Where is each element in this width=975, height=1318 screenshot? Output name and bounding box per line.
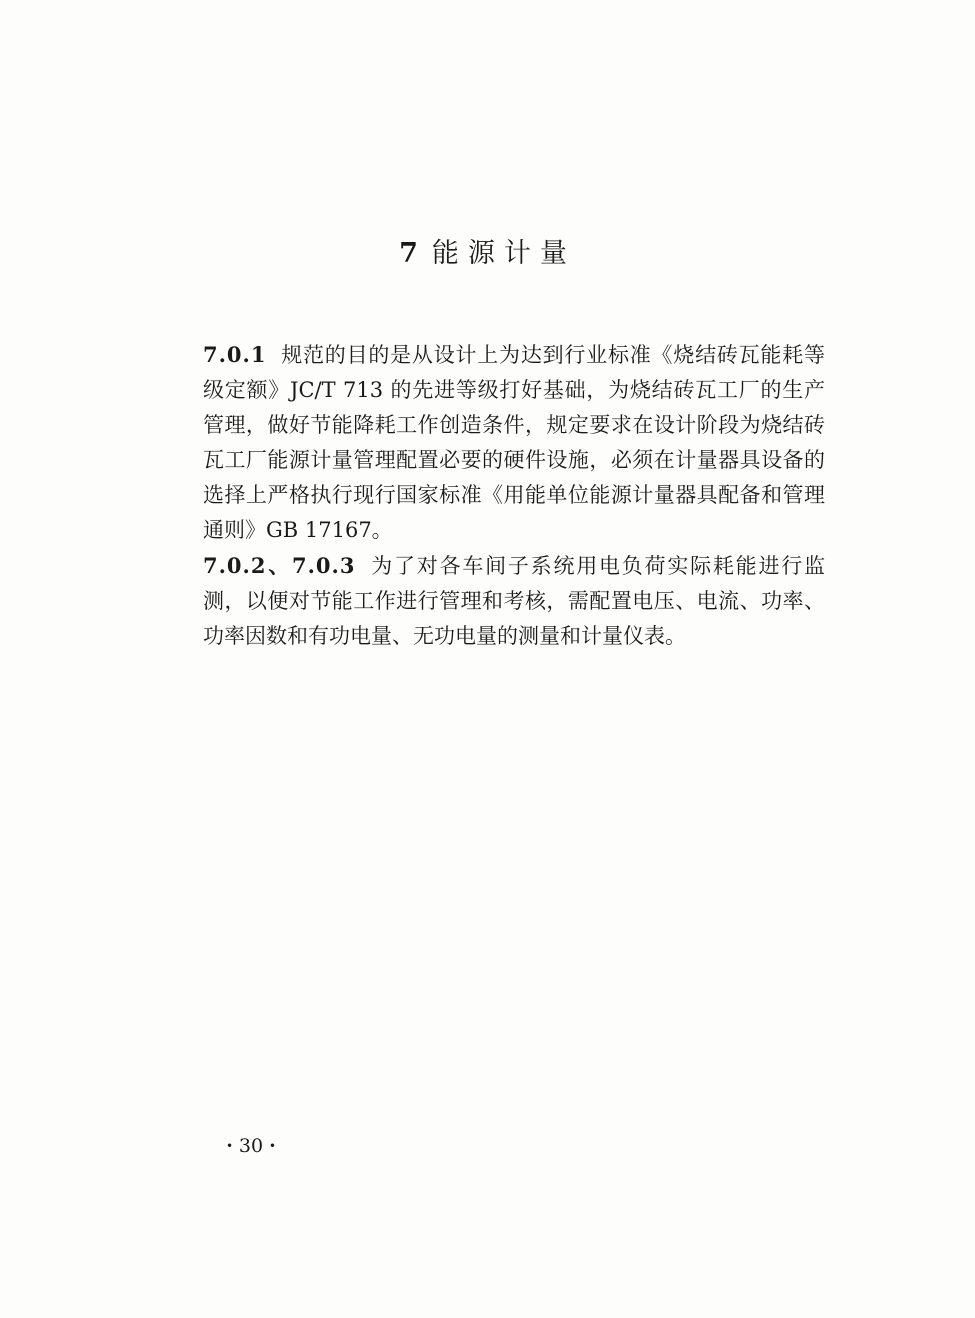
paragraph-7-0-1 <box>203 337 825 548</box>
page-number-value: 30 <box>238 1135 264 1157</box>
paragraph-text: 为了对各车间子系统用电负荷实际耗能进行监测，以便对节能工作进行管理和考核，需配置电压、电流、功率、功率因数和有功电量、无功电量的测量和计量仪表。 <box>203 554 825 648</box>
document-body <box>203 337 825 654</box>
paragraph-7-0-2-7-0-3 <box>203 548 825 654</box>
page-number <box>216 1132 286 1160</box>
chapter-number: 7 <box>399 238 418 269</box>
bullet-dot-icon: · <box>226 1135 233 1157</box>
clause-number: 7.0.2、7.0.3 <box>203 553 356 578</box>
bullet-dot-icon: · <box>269 1135 276 1157</box>
chapter-title: 能源计量 <box>431 238 576 269</box>
paragraph-text: 规范的目的是从设计上为达到行业标准《烧结砖瓦能耗等级定额》JC/T 713 的先进等级打好基础，为烧结砖瓦工厂的生产管理，做好节能降耗工作创造条件，规定要求在设计阶段为烧结砖瓦工厂能源计量管理配置必要的硬件设施，必须在计量器具设备的选择上严格执行现行国家标准《用能单位能源计量器具配备和管理通则》GB 17167。 <box>203 343 825 542</box>
chapter-heading <box>0 232 975 276</box>
clause-number: 7.0.1 <box>203 342 267 367</box>
